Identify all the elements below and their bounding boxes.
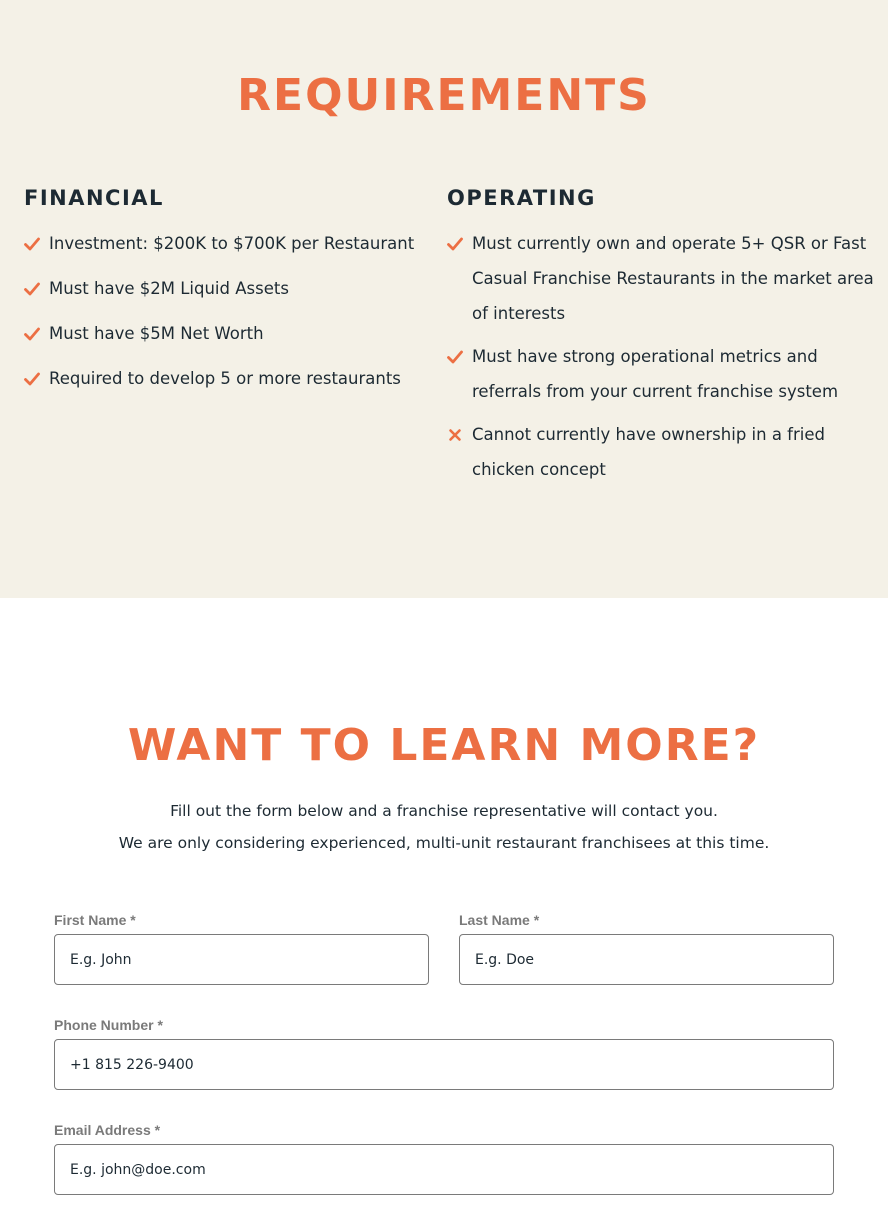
requirements-title: REQUIREMENTS [237,70,651,121]
requirements-section [0,0,888,598]
check-icon [447,350,463,364]
operating-column [447,184,877,495]
list-item [24,226,434,261]
check-icon [24,372,40,386]
list-item-text: Cannot currently have ownership in a fried chicken concept [472,425,825,479]
first-name-input[interactable] [54,934,429,985]
check-icon [24,327,40,341]
email-label: Email Address * [54,1122,161,1138]
intro-text: Fill out the form below and a franchise representative will contact you. [170,802,718,820]
phone-label: Phone Number * [54,1017,163,1033]
list-item [447,226,877,331]
check-icon [24,237,40,251]
intro-text: We are only considering experienced, multi-unit restaurant franchisees at this time. [118,834,770,852]
list-item [24,316,434,351]
operating-heading: OPERATING [447,186,596,210]
phone-input[interactable] [54,1039,834,1090]
learn-more-title: WANT TO LEARN MORE? [127,720,761,771]
list-item [447,417,877,487]
list-item-text: Must have $5M Net Worth [49,324,264,343]
list-item-text: Investment: $200K to $700K per Restaurant [49,234,415,253]
list-item [24,271,434,306]
financial-list [24,226,434,396]
financial-heading: FINANCIAL [24,186,164,210]
list-item-text: Must have strong operational metrics and referrals from your current franchise system [472,347,839,401]
last-name-input[interactable] [459,934,834,985]
financial-column [24,184,434,406]
list-item-text: Must have $2M Liquid Assets [49,279,289,298]
list-item-text: Must currently own and operate 5+ QSR or Fast Casual Franchise Restaurants in the market area of interests [472,234,874,323]
list-item [447,339,877,409]
first-name-label: First Name * [54,912,136,928]
x-icon [447,428,463,442]
list-item-text: Required to develop 5 or more restaurants [49,369,401,388]
check-icon [24,282,40,296]
check-icon [447,237,463,251]
list-item [24,361,434,396]
operating-list [447,226,877,487]
last-name-label: Last Name * [459,912,540,928]
email-input[interactable] [54,1144,834,1195]
